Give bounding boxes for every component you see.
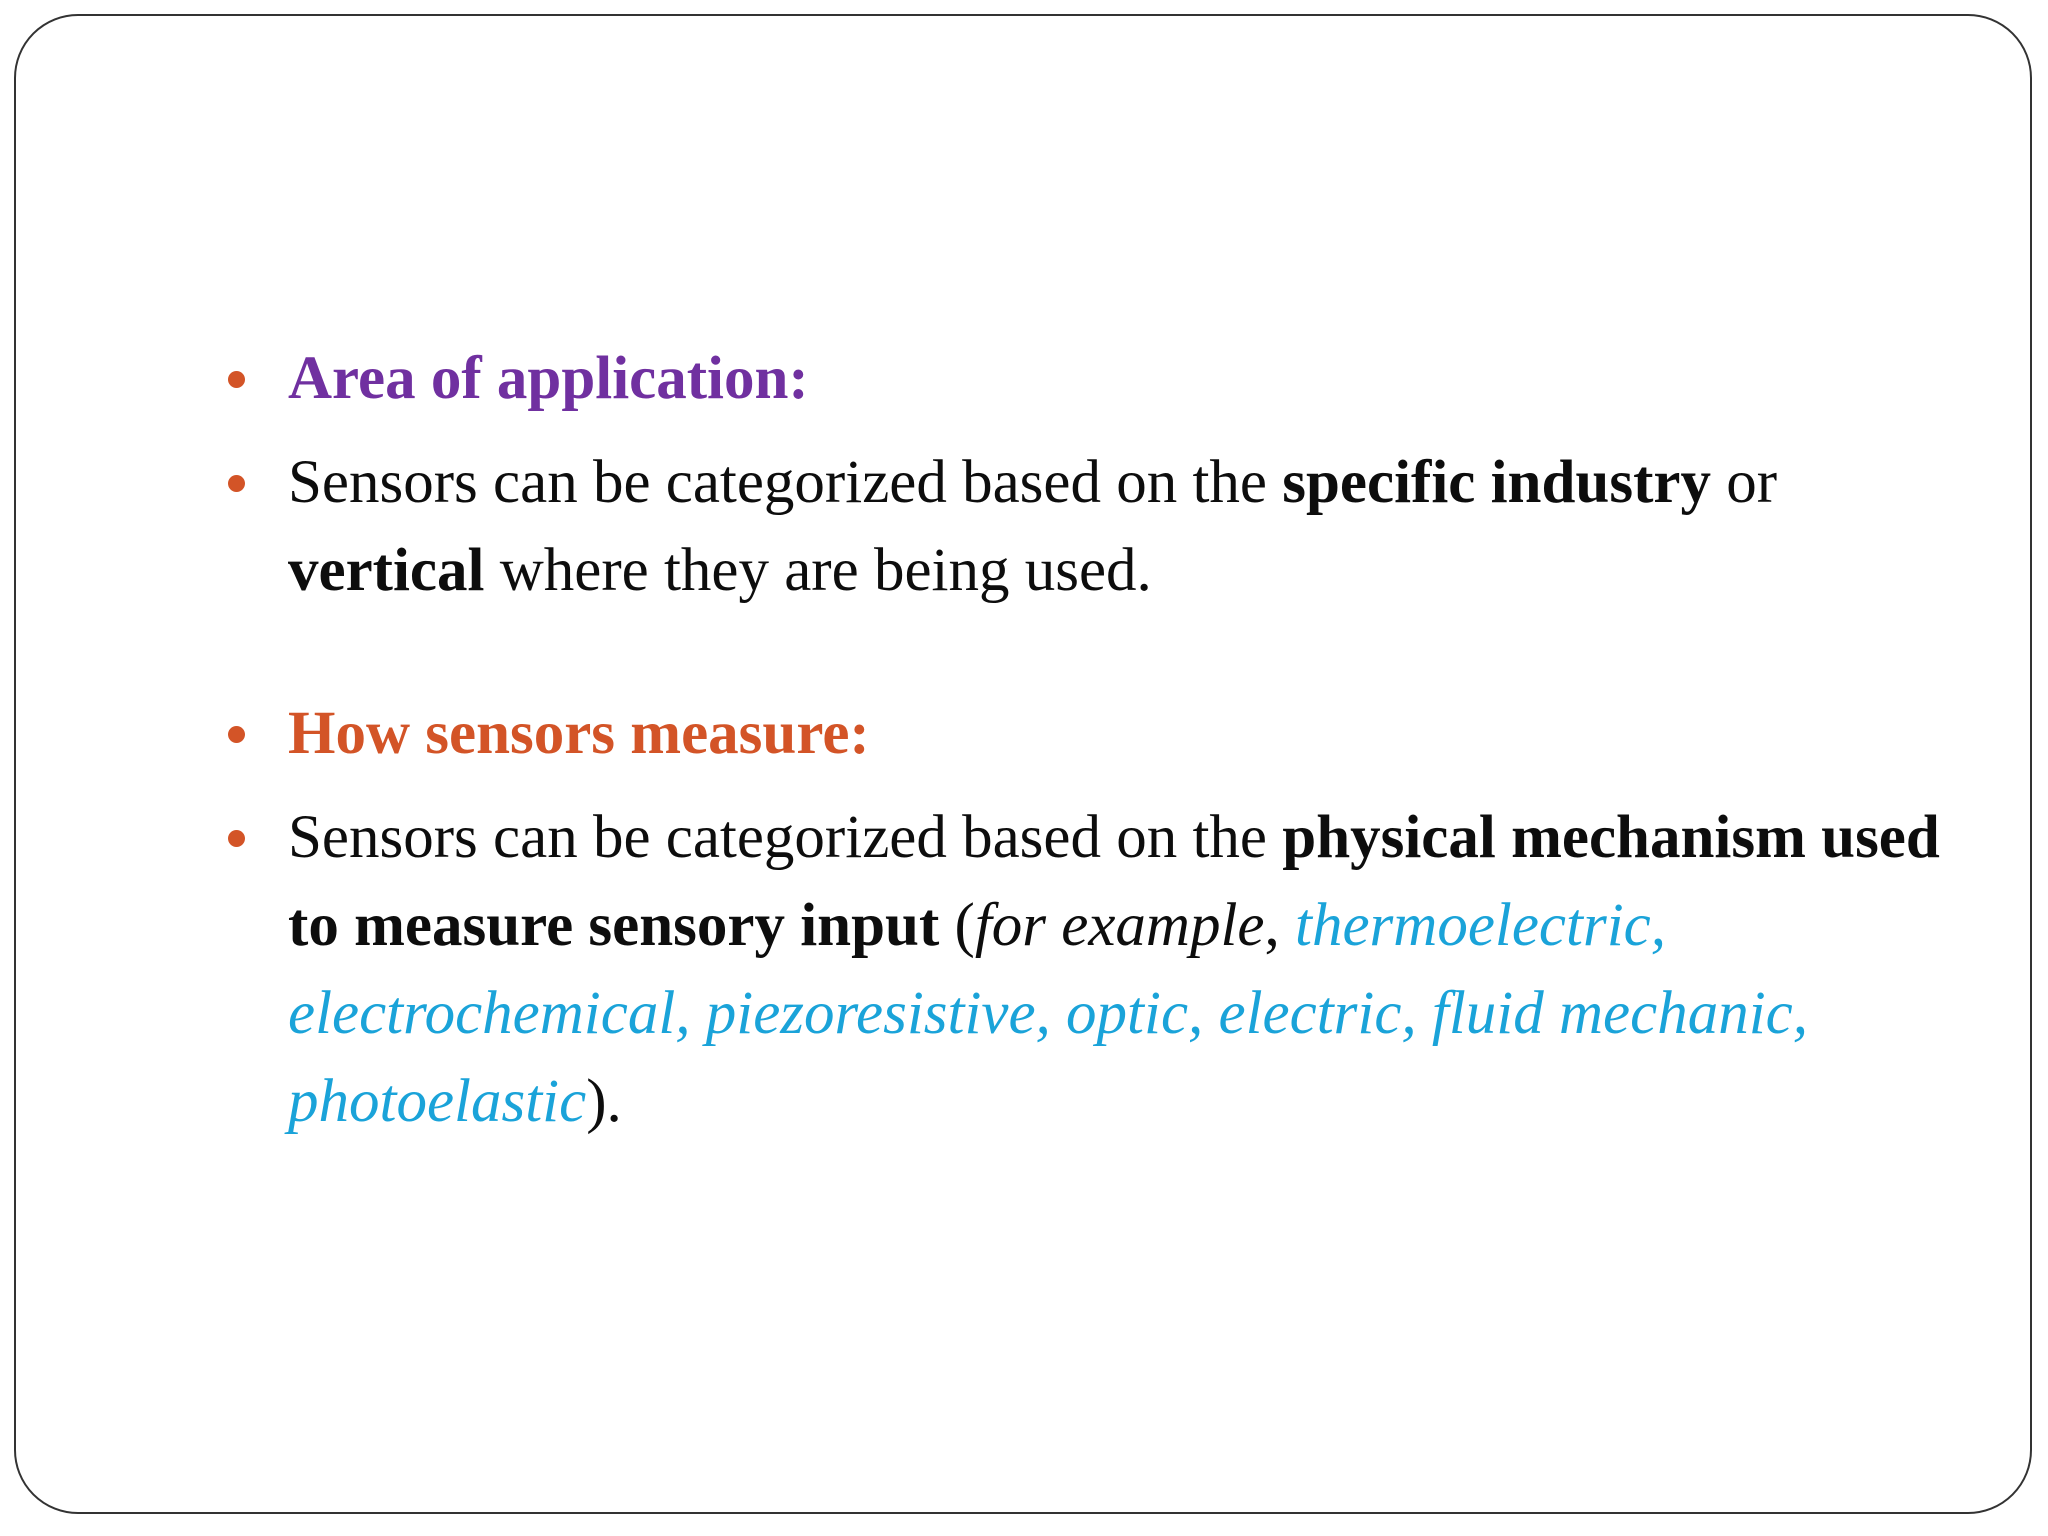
area-text-after: where they are being used.	[484, 537, 1152, 604]
slide-content	[228, 335, 1948, 1146]
area-bold-vertical: vertical	[288, 537, 485, 604]
area-bold-specific-industry: specific industry	[1282, 449, 1711, 516]
measure-comma: ,	[1264, 892, 1296, 959]
bullet-item-measure-text	[228, 794, 1948, 1146]
area-of-application-heading: Area of application:	[288, 345, 809, 412]
measure-paren-close: ).	[586, 1068, 622, 1135]
area-text-before: Sensors can be categorized based on the	[288, 449, 1283, 516]
measure-bold-mechanism: physical mechanism used to measure sensory input	[288, 804, 1940, 959]
measure-examples-list: thermoelectric, electrochemical, piezoresistive, optic, electric, fluid mechanic, photoelastic	[288, 892, 1808, 1135]
bullet-dot-icon	[228, 726, 245, 743]
bullet-item-area-text	[228, 439, 1948, 615]
how-sensors-measure-heading: How sensors measure:	[288, 700, 870, 767]
measure-for-example: for example	[974, 892, 1265, 959]
bullet-dot-icon	[228, 371, 245, 388]
section-spacer	[228, 615, 1948, 690]
bullet-item-area-heading	[228, 335, 1948, 423]
area-text-middle: or	[1710, 449, 1778, 516]
measure-text-before: Sensors can be categorized based on the	[288, 804, 1283, 871]
bullet-dot-icon	[228, 475, 245, 492]
measure-paren-open: (	[939, 892, 975, 959]
bullet-dot-icon	[228, 830, 245, 847]
bullet-item-measure-heading	[228, 690, 1948, 778]
